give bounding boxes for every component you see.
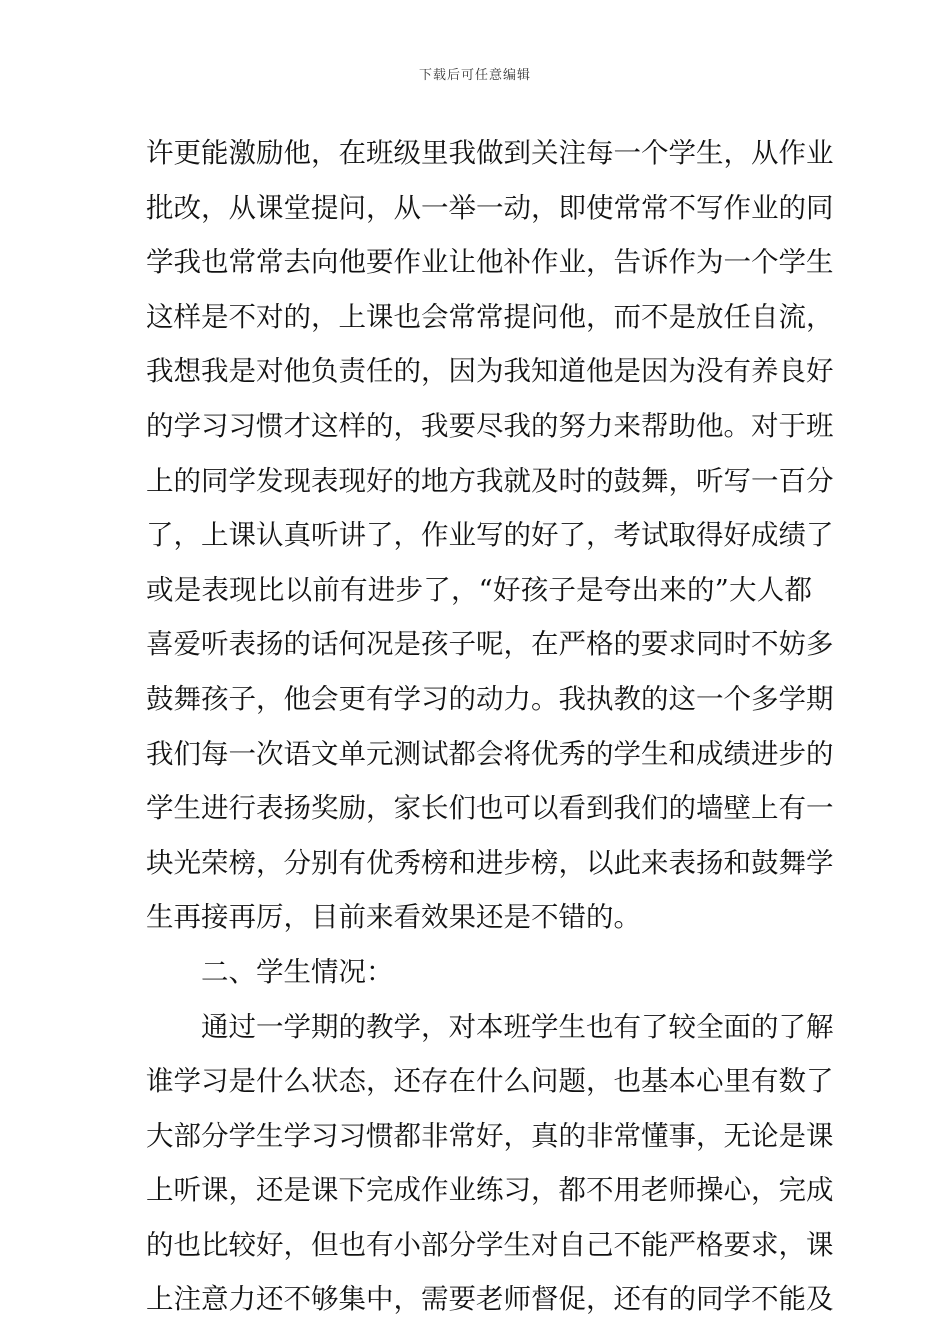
text-line: 通过一学期的教学，对本班学生也有了较全面的了解 <box>201 1010 834 1043</box>
document-body <box>146 126 834 1327</box>
text-line: 块光荣榜，分别有优秀榜和进步榜，以此来表扬和鼓舞学 <box>146 846 834 879</box>
text-line: 学我也常常去向他要作业让他补作业，告诉作为一个学生 <box>146 246 834 279</box>
text-line: 鼓舞孩子，他会更有学习的动力。我执教的这一个多学期 <box>146 682 834 715</box>
text-line: 或是表现比以前有进步了，“好孩子是夸出来的”大人都 <box>146 573 812 606</box>
text-line: 这样是不对的，上课也会常常提问他，而不是放任自流， <box>146 300 834 333</box>
section-heading <box>146 945 812 1000</box>
text-line: 的学习习惯才这样的，我要尽我的努力来帮助他。对于班 <box>146 409 834 442</box>
page-header: 下载后可任意编辑 <box>418 68 531 83</box>
text-line: 许更能激励他，在班级里我做到关注每一个学生，从作业 <box>146 137 834 169</box>
text-line: 大部分学生学习习惯都非常好，真的非常懂事，无论是课 <box>146 1119 834 1152</box>
text-line: 谁学习是什么状态，还存在什么问题，也基本心里有数了 <box>146 1065 834 1098</box>
text-line: 上的同学发现表现好的地方我就及时的鼓舞，听写一百分 <box>146 464 834 497</box>
text-line: 我们每一次语文单元测试都会将优秀的学生和成绩进步的 <box>146 737 834 770</box>
text-line: 我想我是对他负责任的，因为我知道他是因为没有养良好 <box>146 355 834 388</box>
text-line: 学生进行表扬奖励，家长们也可以看到我们的墙壁上有一 <box>146 792 834 825</box>
text-line: 上听课，还是课下完成作业练习，都不用老师操心，完成 <box>146 1174 834 1207</box>
text-line: 喜爱听表扬的话何况是孩子呢，在严格的要求同时不妨多 <box>146 628 834 661</box>
text-line: 批改，从课堂提问，从一举一动，即使常常不写作业的同 <box>146 191 834 224</box>
text-line: 上注意力还不够集中，需要老师督促，还有的同学不能及 <box>146 1283 834 1316</box>
section-heading-text: 二、学生情况： <box>201 955 394 988</box>
text-line: 生再接再厉，目前来看效果还是不错的。 <box>146 901 641 934</box>
paragraph-1 <box>146 126 834 945</box>
paragraph-3 <box>146 1000 834 1328</box>
text-line: 了，上课认真听讲了，作业写的好了，考试取得好成绩了 <box>146 519 834 552</box>
text-line: 的也比较好，但也有小部分学生对自己不能严格要求，课 <box>146 1228 834 1261</box>
